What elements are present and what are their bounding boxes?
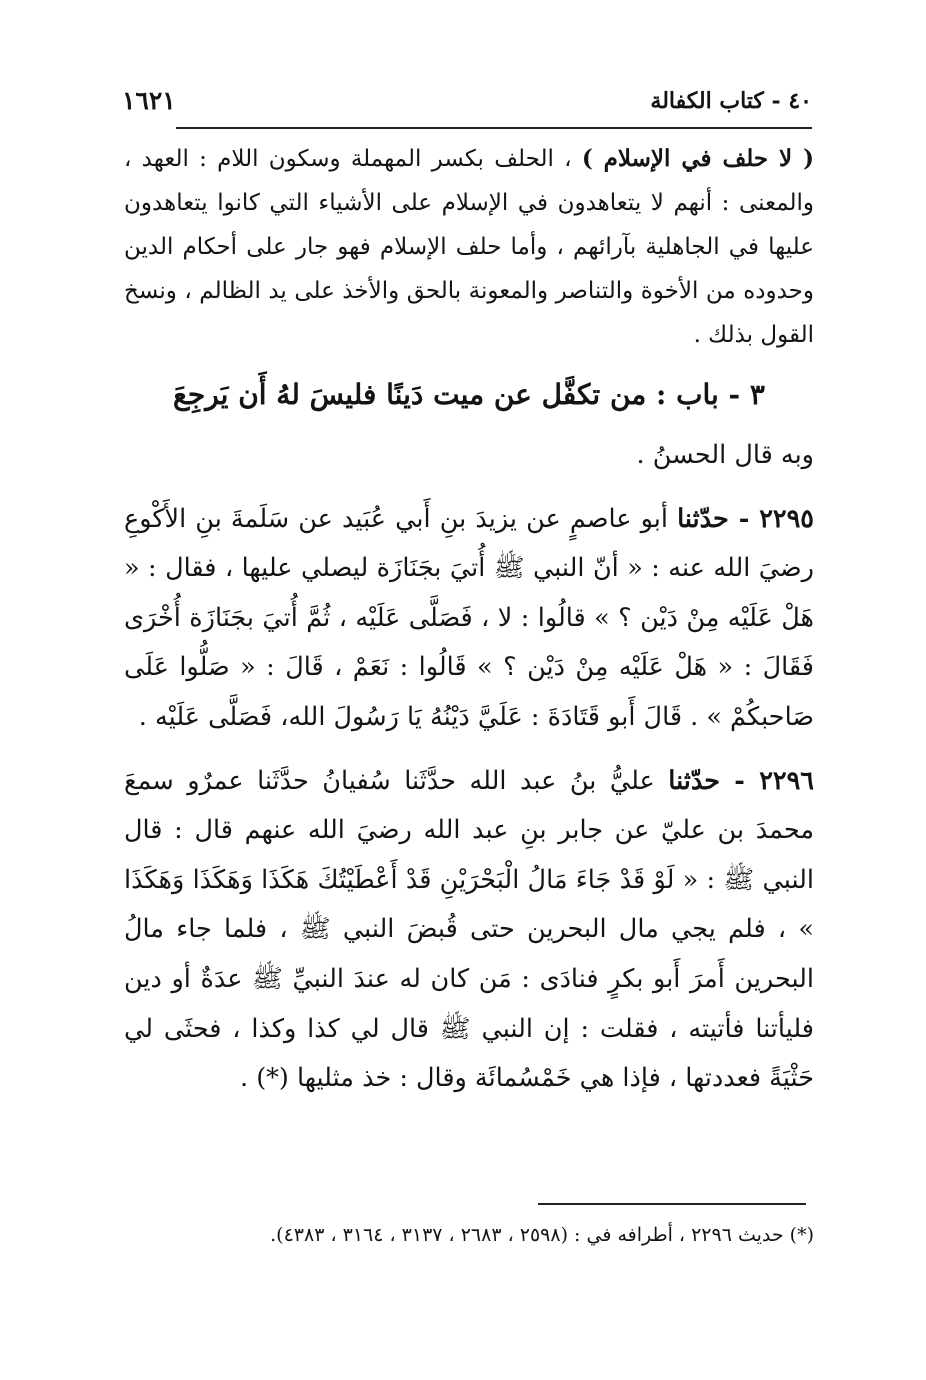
intro-term: ( لا حلف في الإسلام ) [581,145,815,172]
chapter-note: وبه قال الحسنُ . [636,440,814,470]
intro-paragraph [124,137,814,357]
hadith-2295 [124,495,814,743]
hadith-2296-number: ٢٢٩٦ - حدّثنا [668,765,814,796]
footnote: (*) حديث ٢٢٩٦ ، أطرافه في : (٢٥٩٨ ، ٢٦٨٣ ، ٣١٣٧ ، ٣١٦٤ ، ٤٣٨٣). [270,1224,814,1246]
page-header [122,86,812,118]
spacer [124,743,814,757]
footnote-rule [538,1203,806,1205]
hadith-2296-text: عليُّ بنُ عبد الله حدَّثَنا سُفيانُ حدَّثَنا عمرٌو سمعَ محمدَ بن عليّ عن جابر بنِ عبد الله رضيَ الله عنهم قال : قال النبي ﷺ : « لَوْ قَدْ جَاءَ مَالُ الْبَحْرَيْنِ قَدْ أَعْطَيْتُكَ هَكَذَا وَهَكَذَا وَهَكَذَا » ، فلم يجي مال البحرين حتى قُبضَ النبي ﷺ ، فلما جاء مالُ البحرين أَمرَ أَبو بكرٍ فنادَى : مَن كان له عندَ النبيِّ ﷺ عدَةٌ أو دين فليأتنا فأتيته ، فقلت : إن النبي ﷺ قال لي كذا وكذا ، فحثَى لي حَثْيَةً فعددتها ، فإذا هي خَمْسُمائَة وقال : خذ مثليها (*) . [124,765,814,1094]
hadith-2295-number: ٢٢٩٥ - حدّثنا [677,503,814,534]
hadith-2295-text: أبو عاصمٍ عن يزيدَ بنِ أَبي عُبَيد عن سَلَمةَ بنِ الأَكْوعِ رضيَ الله عنه : « أنّ النبي ﷺ أُتيَ بجَنَازَة ليصلي عليها ، فقال : « هَلْ عَلَيْه مِنْ دَيْن ؟ » قالُوا : لا ، فَصَلَّى عَلَيْه ، ثُمَّ أُتيَ بجَنَازَة أُخْرَى فَقَالَ : « هَلْ عَلَيْه مِنْ دَيْن ؟ » قَالُوا : نَعَمْ ، قَالَ : « صَلُّوا عَلَى صَاحبكُمْ » . قَالَ أَبو قَتَادَةَ : عَلَيَّ دَيْنُهُ يَا رَسُولَ الله، فَصَلَّى عَلَيْه . [124,503,814,732]
intro-text: ، الحلف بكسر المهملة وسكون اللام : العهد ، والمعنى : أنهم لا يتعاهدون في الإسلام على الأشياء التي كانوا يتعاهدون عليها في الجاهلية بآرائهم ، وأما حلف الإسلام فهو جار على أحكام الدين وحدوده من الأخوة والتناصر والمعونة بالحق والأخذ على يد الظالم ، ونسخ القول بذلك . [124,146,814,348]
header-rule [176,127,812,129]
page-body [124,137,814,1104]
chapter-heading: ٣ - باب : من تكفَّل عن ميت دَينًا فليسَ لهُ أَن يَرجِعَ [173,378,765,411]
running-title: ٤٠ - كتاب الكفالة [650,88,812,114]
hadith-2296 [124,757,814,1104]
spacer [124,481,814,495]
page-number: ١٦٢١ [122,86,176,115]
